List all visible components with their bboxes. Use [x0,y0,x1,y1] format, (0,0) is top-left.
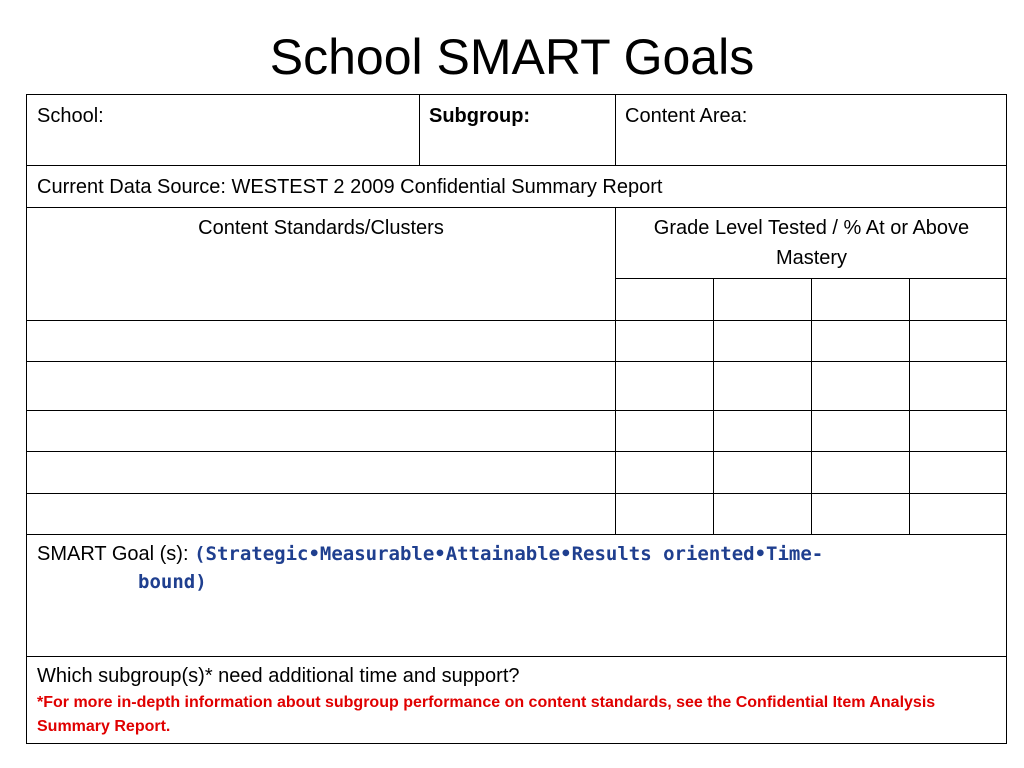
grade-level-header: Grade Level Tested / % At or Above Mastery [653,217,970,269]
content-area-label: Content Area: [625,105,748,127]
row-divider [27,493,1006,494]
column-divider [909,278,910,534]
row-divider [27,320,1006,321]
row-divider [27,361,1006,362]
smart-goals-table [26,94,1007,744]
school-label: School: [37,105,104,127]
row-divider [27,451,1006,452]
column-divider [811,278,812,534]
smart-goal-cell [37,539,977,569]
content-standards-header: Content Standards/Clusters [198,217,444,239]
data-source-text: Current Data Source: WESTEST 2 2009 Confidential Summary Report [37,176,663,198]
column-divider [713,278,714,534]
column-divider [615,95,616,165]
row-divider [27,165,1006,166]
row-divider [27,534,1006,535]
row-divider [27,207,1006,208]
footnote-note: *For more in-depth information about subgroup performance on content standards, see the Confidential Item Analysis Summary Report. [37,694,936,735]
smart-goal-descriptor-line2: bound) [138,571,207,593]
smart-goal-label: SMART Goal (s): [37,543,195,565]
row-divider [27,410,1006,411]
subgroup-question: Which subgroup(s)* need additional time and support? [37,665,520,687]
row-divider [27,656,1006,657]
column-divider [615,207,616,534]
smart-goal-descriptor-line1: (Strategic•Measurable•Attainable•Results oriented•Time- [194,543,824,565]
column-divider [419,95,420,165]
page-title: School SMART Goals [269,29,755,85]
subgroup-label: Subgroup: [429,105,531,127]
